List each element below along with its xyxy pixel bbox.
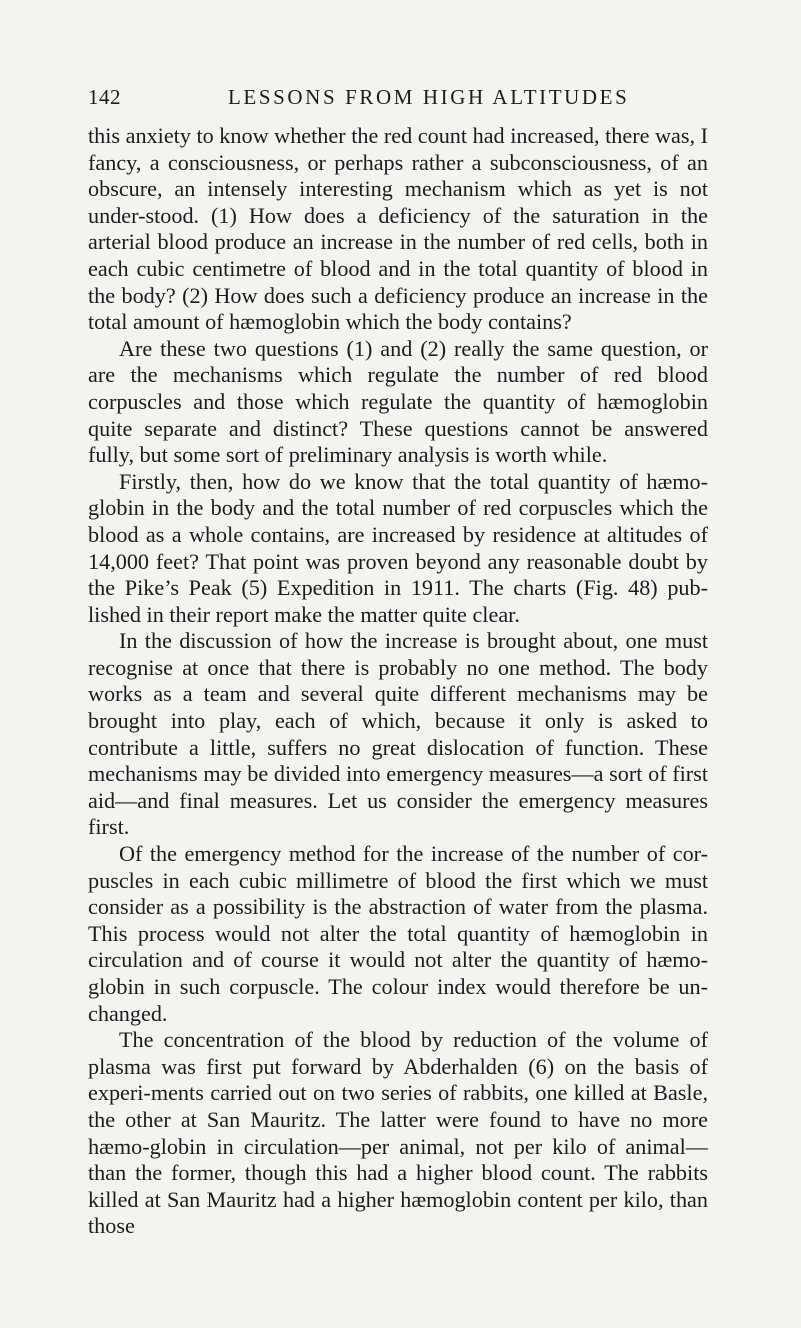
paragraph-4: In the discussion of how the increase is brought about, one must recognise at once that there is probably no one method. The body works as a team and several quite different mechanisms may be brought into play, each of which, because it only is asked to contribute a little, suffers no great dislocation of function. These mechanisms may be divided into emergency measures—a sort of first aid—and final measures. Let us consider the emergency measures first. <box>88 628 708 840</box>
page-header <box>88 85 631 117</box>
body-text <box>88 123 708 1240</box>
page-number: 142 <box>88 85 121 109</box>
running-head: LESSONS FROM HIGH ALTITUDES <box>228 85 630 109</box>
paragraph-1: this anxiety to know whether the red count had increased, there was, I fancy, a consciousness, or perhaps rather a subconsciousness, of an obscure, an intensely interesting mechanism which as yet is not under-stood. (1) How does a deficiency of the saturation in the arterial blood produce an increase in the number of red cells, both in each cubic centimetre of blood and in the total quantity of blood in the body? (2) How does such a deficiency produce an increase in the total amount of hæmoglobin which the body contains? <box>88 123 708 335</box>
paragraph-5: Of the emergency method for the increase of the number of cor-puscles in each cubic millimetre of blood the first which we must consider as a possibility is the abstraction of water from the plasma. This process would not alter the total quantity of hæmoglobin in circulation and of course it would not alter the quantity of hæmo-globin in such corpuscle. The colour index would therefore be un-changed. <box>88 841 708 1026</box>
paragraph-3: Firstly, then, how do we know that the total quantity of hæmo-globin in the body and the total number of red corpuscles which the blood as a whole contains, are increased by residence at altitudes of 14,000 feet? That point was proven beyond any reasonable doubt by the Pike’s Peak (5) Expedition in 1911. The charts (Fig. 48) pub-lished in their report make the matter quite clear. <box>88 468 708 627</box>
paragraph-2: Are these two questions (1) and (2) really the same question, or are the mechanisms which regulate the number of red blood corpuscles and those which regulate the quantity of hæmoglobin quite separate and distinct? These questions cannot be answered fully, but some sort of preliminary analysis is worth while. <box>88 335 708 468</box>
paragraph-6: The concentration of the blood by reduction of the volume of plasma was first put forward by Abderhalden (6) on the basis of experi-ments carried out on two series of rabbits, one killed at Basle, the other at San Mauritz. The latter were found to have no more hæmo-globin in circulation—per animal, not per kilo of animal—than the former, though this had a higher blood count. The rabbits killed at San Mauritz had a higher hæmoglobin content per kilo, than those <box>88 1027 708 1239</box>
